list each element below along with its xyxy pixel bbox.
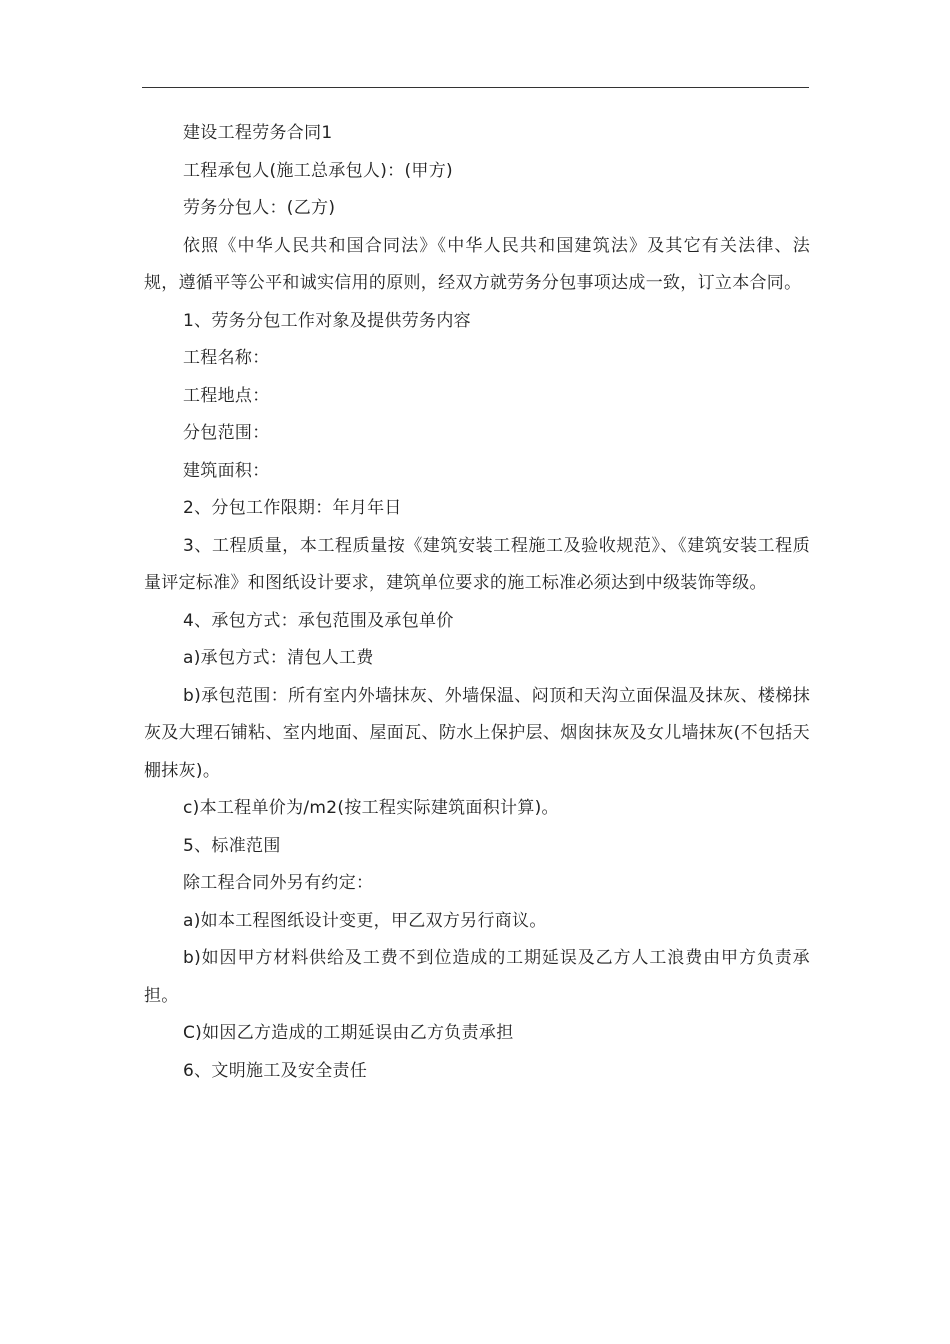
section-5-heading: 5、标准范围 bbox=[183, 835, 281, 856]
section-4a-paragraph: a)承包方式：清包人工费 bbox=[183, 648, 374, 668]
subcontractor-line: 劳务分包人：(乙方) bbox=[183, 198, 336, 218]
section-3-paragraph: 3、工程质量，本工程质量按《建筑安装工程施工及验收规范》、《建筑安装工程质量评定标准》和图纸设计要求，建筑单位要求的施工标准必须达到中级装饰等级。 bbox=[144, 535, 810, 593]
header-rule bbox=[142, 87, 809, 88]
section-5c-paragraph: C)如因乙方造成的工期延误由乙方负责承担 bbox=[183, 1023, 514, 1043]
preamble-paragraph: 依照《中华人民共和国合同法》《中华人民共和国建筑法》及其它有关法律、法规，遵循平等公平和诚实信用的原则，经双方就劳务分包事项达成一致，订立本合同。 bbox=[144, 235, 810, 293]
section-2-paragraph: 2、分包工作限期：年月年日 bbox=[183, 498, 402, 518]
section-5a-paragraph: a)如本工程图纸设计变更，甲乙双方另行商议。 bbox=[183, 910, 547, 931]
document-title: 建设工程劳务合同1 bbox=[183, 123, 333, 143]
section-5-intro: 除工程合同外另有约定： bbox=[183, 873, 374, 893]
section-5b-paragraph: b)如因甲方材料供给及工费不到位造成的工期延误及乙方人工浪费由甲方负责承担。 bbox=[144, 948, 810, 1006]
document-body bbox=[144, 115, 810, 1090]
section-4c-paragraph: c)本工程单价为/m2(按工程实际建筑面积计算)。 bbox=[183, 798, 559, 818]
section-4-heading: 4、承包方式：承包范围及承包单价 bbox=[183, 610, 454, 631]
section-1-heading: 1、劳务分包工作对象及提供劳务内容 bbox=[183, 310, 471, 331]
building-area-line: 建筑面积： bbox=[183, 460, 270, 481]
section-6-heading: 6、文明施工及安全责任 bbox=[183, 1060, 368, 1081]
contractor-line: 工程承包人(施工总承包人)：(甲方) bbox=[183, 160, 453, 181]
project-location-line: 工程地点： bbox=[183, 385, 270, 406]
subcontract-scope-line: 分包范围： bbox=[183, 423, 270, 443]
section-4b-paragraph: b)承包范围：所有室内外墙抹灰、外墙保温、闷顶和天沟立面保温及抹灰、楼梯抹灰及大理石铺粘、室内地面、屋面瓦、防水上保护层、烟囱抹灰及女儿墙抹灰(不包括天棚抹灰)。 bbox=[144, 685, 810, 781]
project-name-line: 工程名称： bbox=[183, 348, 270, 368]
